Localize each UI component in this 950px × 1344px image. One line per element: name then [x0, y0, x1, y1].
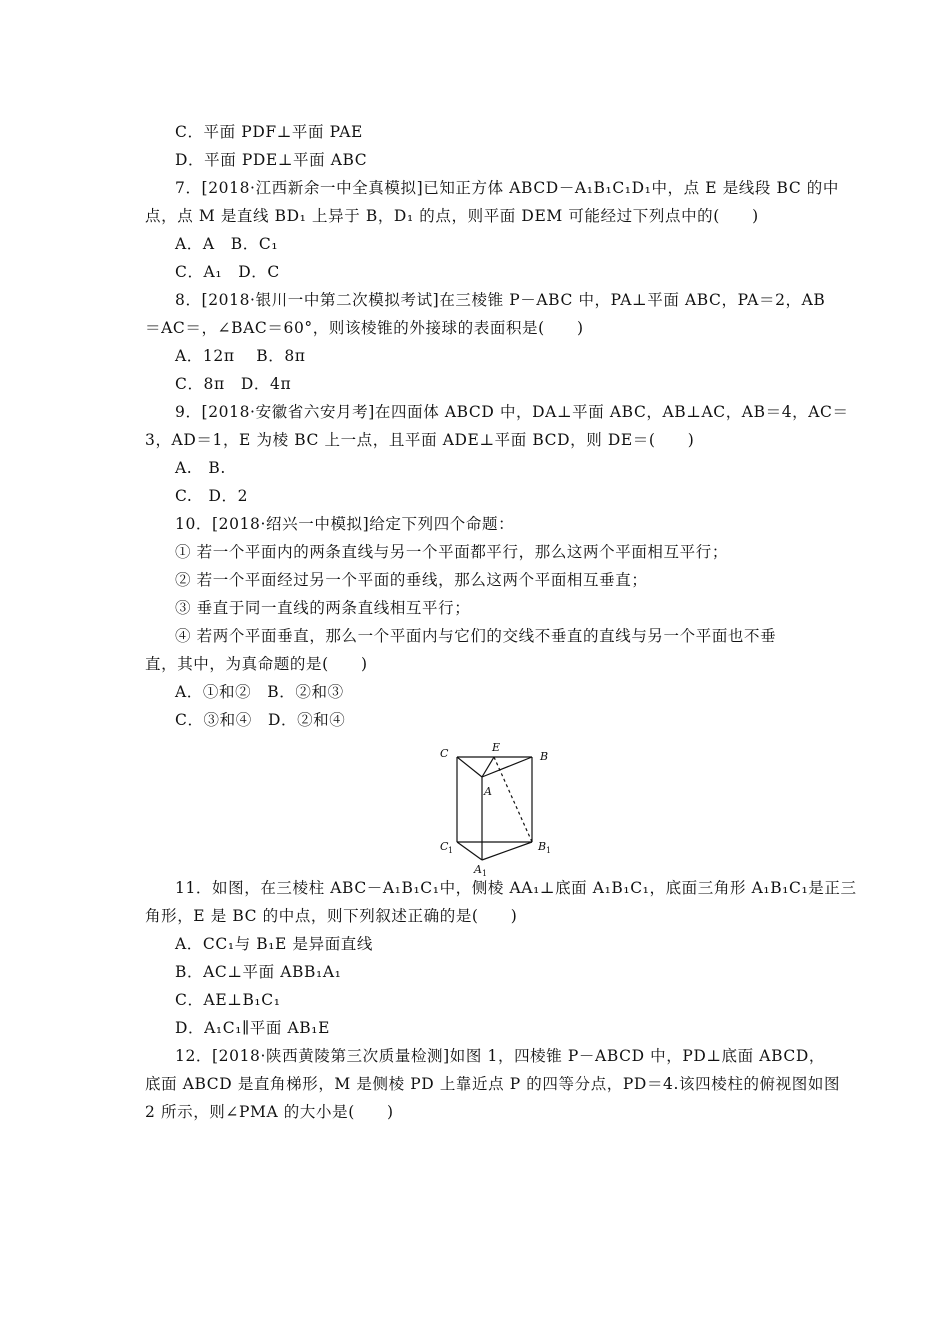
label-a1-sub: 1: [482, 869, 488, 878]
q11-option-d: D．A₁C₁∥平面 AB₁E: [175, 1019, 331, 1037]
q8-stem-line1: 8．[2018·银川一中第二次模拟考试]在三棱锥 P－ABC 中，PA⊥平面 ABC，PA＝2，AB: [175, 291, 826, 309]
q7-options-cd: C．A₁ D．C: [175, 263, 280, 281]
q11-option-a: A．CC₁与 B₁E 是异面直线: [175, 935, 373, 953]
q10-proposition-4-cont: 直，其中，为真命题的是( ): [145, 655, 368, 673]
q7-stem-line1: 7．[2018·江西新余一中全真模拟]已知正方体 ABCD－A₁B₁C₁D₁中，点 E 是线段 BC 的中: [175, 179, 840, 197]
q8-stem-line2: ＝AC＝，∠BAC＝60°，则该棱锥的外接球的表面积是( ): [145, 319, 584, 337]
label-c1-sub: 1: [448, 846, 454, 855]
q11-stem-line2: 角形，E 是 BC 的中点，则下列叙述正确的是( ): [145, 907, 518, 925]
q9-stem-line1: 9．[2018·安徽省六安月考]在四面体 ABCD 中，DA⊥平面 ABC，AB⊥AC，AB＝4，AC＝: [175, 403, 849, 421]
label-b: B: [540, 750, 549, 763]
label-e: E: [492, 741, 501, 754]
label-b1-sub: 1: [546, 846, 552, 855]
q12-stem-line1: 12．[2018·陕西黄陵第三次质量检测]如图 1，四棱锥 P－ABCD 中，PD⊥底面 ABCD，: [175, 1047, 825, 1065]
q11-option-b: B．AC⊥平面 ABB₁A₁: [175, 963, 342, 981]
label-c1: C: [440, 840, 449, 853]
q11-option-c: C．AE⊥B₁C₁: [175, 991, 281, 1009]
label-a1: A: [474, 863, 482, 876]
q10-proposition-2: ② 若一个平面经过另一个平面的垂线，那么这两个平面相互垂直；: [175, 571, 648, 589]
label-a: A: [484, 785, 492, 798]
q6-option-d: D．平面 PDE⊥平面 ABC: [175, 151, 368, 169]
q11-stem-line1: 11．如图，在三棱柱 ABC－A₁B₁C₁中，侧棱 AA₁⊥底面 A₁B₁C₁，底面三角形 A₁B₁C₁是正三: [175, 879, 857, 897]
q7-stem-line2: 点，点 M 是直线 BD₁ 上异于 B，D₁ 的点，则平面 DEM 可能经过下列点中的( ): [145, 207, 759, 225]
q10-options-ab: A．①和② B．②和③: [175, 683, 344, 701]
q10-stem: 10．[2018·绍兴一中模拟]给定下列四个命题：: [175, 515, 515, 533]
q8-options-ab: A．12π B．8π: [175, 347, 306, 365]
q10-proposition-1: ① 若一个平面内的两条直线与另一个平面都平行，那么这两个平面相互平行；: [175, 543, 728, 561]
label-b1: B: [538, 840, 547, 853]
q10-options-cd: C．③和④ D．②和④: [175, 711, 346, 729]
q9-options-cd: C. D．2: [175, 487, 249, 505]
q9-options-ab: A. B.: [175, 459, 226, 477]
q6-option-c: C．平面 PDF⊥平面 PAE: [175, 123, 363, 141]
prism-figure: [430, 740, 570, 880]
q8-options-cd: C．8π D．4π: [175, 375, 292, 393]
q9-stem-line2: 3，AD＝1，E 为棱 BC 上一点，且平面 ADE⊥平面 BCD，则 DE＝( ): [145, 431, 695, 449]
q10-proposition-3: ③ 垂直于同一直线的两条直线相互平行；: [175, 599, 471, 617]
q12-stem-line3: 2 所示，则∠PMA 的大小是( ): [145, 1103, 394, 1121]
q12-stem-line2: 底面 ABCD 是直角梯形，M 是侧棱 PD 上靠近点 P 的四等分点，PD＝4.该四棱柱的俯视图如图: [145, 1075, 841, 1093]
q7-options-ab: A．A B．C₁: [175, 235, 279, 253]
label-c: C: [440, 747, 449, 760]
q10-proposition-4: ④ 若两个平面垂直，那么一个平面内与它们的交线不垂直的直线与另一个平面也不垂: [175, 627, 777, 645]
